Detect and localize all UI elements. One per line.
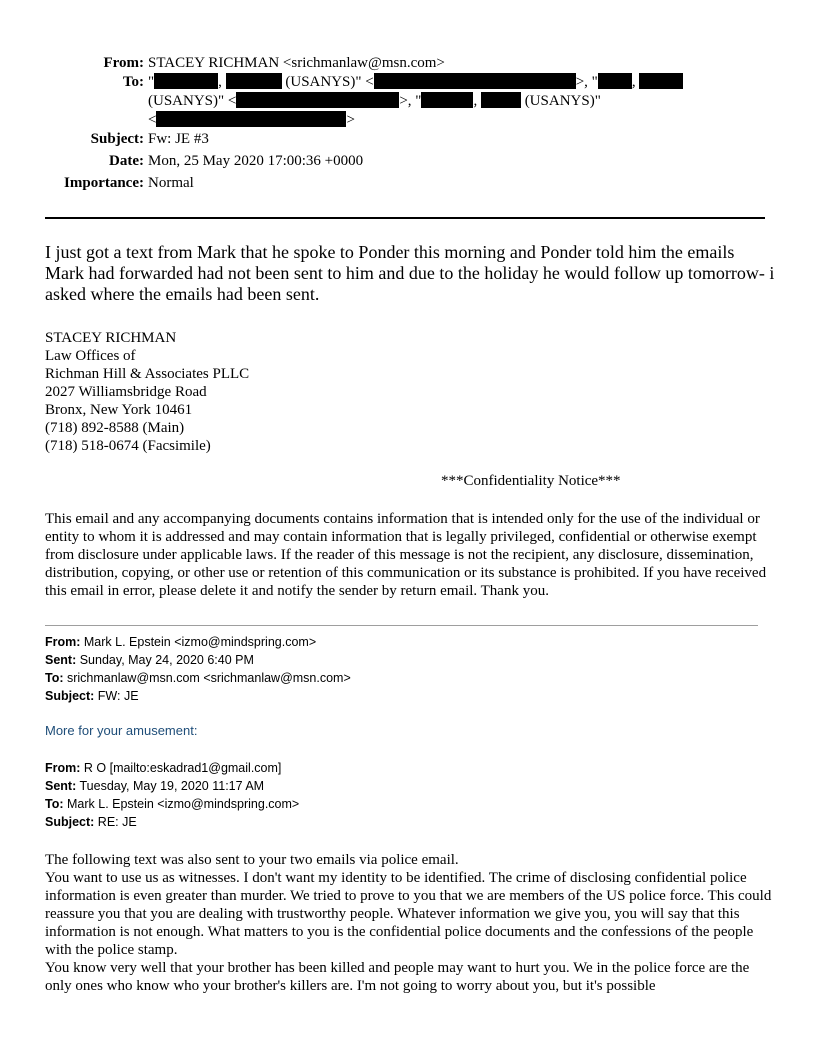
fwd2-subject-label: Subject: bbox=[45, 815, 95, 829]
redaction-block bbox=[154, 73, 218, 89]
body-paragraph: The following text was also sent to your two emails via police email. bbox=[45, 852, 459, 868]
subject-label: Subject: bbox=[90, 131, 144, 147]
importance-row bbox=[0, 174, 816, 193]
message-text: I just got a text from Mark that he spoke to Ponder this morning and Ponder told him the emails Mark had forwarded had not been sent to him and due to the holiday he would follow up tomorrow- i asked where the emails had been sent. bbox=[45, 242, 775, 304]
to-row-continued-2 bbox=[0, 111, 816, 130]
message-body bbox=[45, 242, 775, 305]
to-value-line-3 bbox=[148, 111, 355, 130]
fwd1-subject-label: Subject: bbox=[45, 689, 95, 703]
to-row-continued bbox=[0, 92, 816, 111]
from-row bbox=[0, 54, 816, 73]
to-row bbox=[0, 73, 816, 92]
signature-line: 2027 Williamsbridge Road bbox=[45, 384, 207, 400]
body-paragraph: You know very well that your brother has been killed and people may want to hurt you. We in the police force are the only ones who know who your brother's killers are. I'm not going to worry about you, but it's possible bbox=[45, 960, 750, 994]
from-label: From: bbox=[103, 55, 144, 71]
redaction-block bbox=[156, 111, 346, 127]
to-text: , bbox=[631, 74, 636, 90]
forwarded-header-2 bbox=[45, 759, 299, 831]
date-row bbox=[0, 152, 816, 171]
signature-line: Bronx, New York 10461 bbox=[45, 402, 193, 418]
to-text: < bbox=[148, 112, 157, 128]
fwd1-to-label: To: bbox=[45, 671, 64, 685]
confidentiality-notice bbox=[45, 510, 773, 600]
email-header bbox=[0, 54, 816, 193]
to-text: > bbox=[346, 112, 355, 128]
fwd2-sent-row bbox=[45, 777, 299, 795]
to-text: >, " bbox=[575, 74, 598, 90]
redaction-block bbox=[226, 73, 282, 89]
fwd1-from-row bbox=[45, 633, 351, 651]
forwarded-message-body bbox=[45, 851, 775, 995]
fwd1-subject-value: FW: JE bbox=[94, 689, 139, 703]
fwd2-from-value: R O [mailto:eskadrad1@gmail.com] bbox=[80, 761, 282, 775]
fwd1-sent-value: Sunday, May 24, 2020 6:40 PM bbox=[76, 653, 254, 667]
fwd2-from-row bbox=[45, 759, 299, 777]
from-value: STACEY RICHMAN <srichmanlaw@msn.com> bbox=[148, 55, 445, 71]
redaction-block bbox=[421, 92, 473, 108]
to-text: , bbox=[218, 74, 222, 90]
fwd2-to-row bbox=[45, 795, 299, 813]
importance-label: Importance: bbox=[64, 175, 144, 191]
redaction-block bbox=[236, 92, 399, 108]
fwd2-subject-row bbox=[45, 813, 299, 831]
amusement-note: More for your amusement: bbox=[45, 723, 198, 738]
redaction-block bbox=[639, 73, 683, 89]
subject-value: Fw: JE #3 bbox=[148, 131, 209, 147]
body-paragraph: You want to use us as witnesses. I don't want my identity to be identified. The crime of disclosing confidential police information is even greater than murder. We tried to prove to you that we are members of the US police force. This could reassure you that you are dealing with trustworthy people. Whatever information we give you, you will say that this information is not enough. What matters to you is the confidential police documents and the confessions of the people with the police stamp. bbox=[45, 870, 772, 958]
signature-block bbox=[45, 329, 249, 455]
to-label: To: bbox=[122, 74, 144, 90]
redaction-block bbox=[374, 73, 576, 89]
to-text: , bbox=[473, 93, 478, 109]
fwd2-sent-label: Sent: bbox=[45, 779, 77, 793]
to-text: (USANYS)" < bbox=[148, 93, 237, 109]
to-text: (USANYS)" < bbox=[285, 74, 374, 90]
confidentiality-text: This email and any accompanying documents contains information that is intended only for the use of the individual or entity to whom it is addressed and may contain information that is legally privileged, confidential or otherwise exempt from disclosure under applicable laws. If the reader of this message is not the recipient, any disclosure, dissemination, distribution, copying, or other use or retention of this communication or its substance is prohibited. If you have received this email in error, please delete it and notify the sender by return email. Thank you. bbox=[45, 511, 767, 599]
redaction-block bbox=[481, 92, 521, 108]
signature-line: Richman Hill & Associates PLLC bbox=[45, 366, 250, 382]
subject-row bbox=[0, 130, 816, 149]
header-divider bbox=[45, 217, 765, 219]
redaction-block bbox=[598, 73, 632, 89]
fwd2-sent-value: Tuesday, May 19, 2020 11:17 AM bbox=[76, 779, 265, 793]
fwd2-subject-value: RE: JE bbox=[94, 815, 137, 829]
forward-divider bbox=[45, 625, 758, 626]
forwarded-header-1 bbox=[45, 633, 351, 705]
fwd2-to-value: Mark L. Epstein <izmo@mindspring.com> bbox=[63, 797, 300, 811]
fwd1-from-value: Mark L. Epstein <izmo@mindspring.com> bbox=[80, 635, 317, 649]
to-text: >, " bbox=[399, 93, 422, 109]
to-text: " bbox=[148, 74, 155, 90]
signature-line: (718) 518-0674 (Facsimile) bbox=[45, 438, 211, 454]
date-label: Date: bbox=[109, 153, 144, 169]
signature-line: (718) 892-8588 (Main) bbox=[45, 420, 185, 436]
fwd1-subject-row bbox=[45, 687, 351, 705]
to-text: (USANYS)" bbox=[524, 93, 601, 109]
to-value-line-2 bbox=[148, 92, 601, 111]
confidentiality-title: ***Confidentiality Notice*** bbox=[441, 473, 621, 489]
signature-line: Law Offices of bbox=[45, 348, 136, 364]
fwd1-to-row bbox=[45, 669, 351, 687]
fwd2-from-label: From: bbox=[45, 761, 81, 775]
fwd1-to-value: srichmanlaw@msn.com <srichmanlaw@msn.com> bbox=[63, 671, 351, 685]
fwd2-to-label: To: bbox=[45, 797, 64, 811]
signature-line: STACEY RICHMAN bbox=[45, 330, 177, 346]
to-value-line-1 bbox=[148, 73, 683, 92]
importance-value: Normal bbox=[148, 175, 194, 191]
fwd1-from-label: From: bbox=[45, 635, 81, 649]
date-value: Mon, 25 May 2020 17:00:36 +0000 bbox=[148, 153, 364, 169]
fwd1-sent-label: Sent: bbox=[45, 653, 77, 667]
fwd1-sent-row bbox=[45, 651, 351, 669]
